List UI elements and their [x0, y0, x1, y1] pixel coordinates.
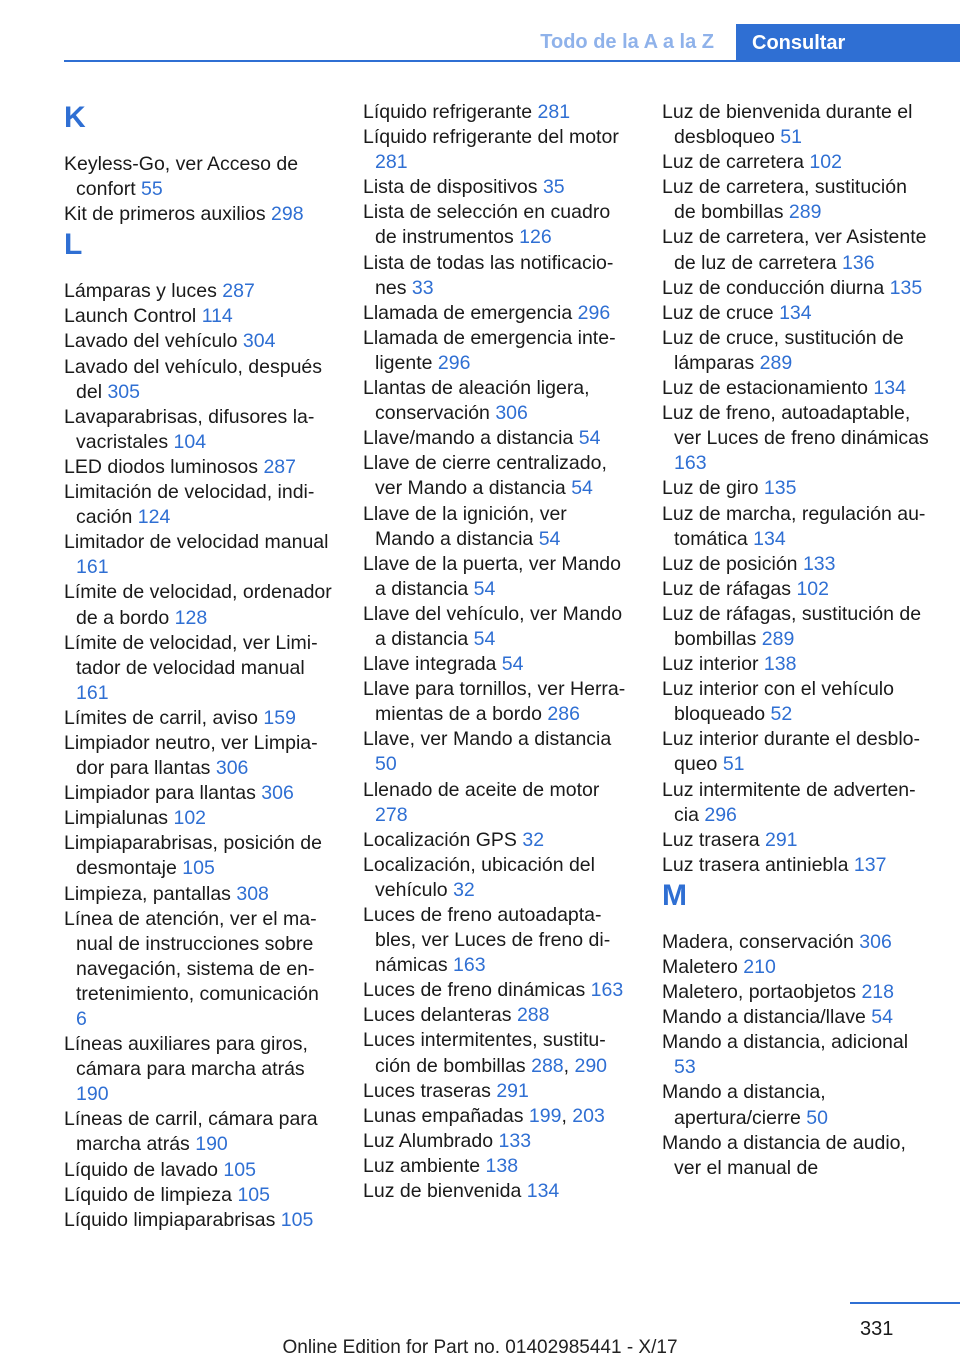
page-reference-link[interactable]: 203 [572, 1104, 605, 1127]
page-reference-link[interactable]: 135 [763, 477, 797, 500]
index-entry: Luces intermitentes, sustitución de bombillas 288, 290 [363, 1029, 608, 1077]
index-entry [363, 853, 631, 903]
page-reference-link[interactable]: 163 [590, 979, 624, 1002]
index-entry-text: Lavaparabrisas, difusores lavacristales [64, 405, 315, 453]
index-letter-heading: M [662, 878, 687, 912]
index-entry [363, 175, 631, 200]
index-entry [363, 100, 631, 125]
index-entry [363, 502, 631, 552]
index-entry [64, 1032, 332, 1107]
index-entry-text: Limitación de velocidad, indicación [64, 481, 315, 529]
index-entry-text: Llave, ver Mando a distancia [363, 728, 612, 751]
page-reference-link[interactable]: 290 [574, 1054, 608, 1077]
index-entry-text: Mando a distancia, adicional [662, 1031, 909, 1054]
index-entry [363, 251, 631, 301]
page-reference-link[interactable]: 134 [779, 301, 812, 324]
chapter-tab: Consultar [736, 24, 960, 62]
index-entry [363, 828, 631, 853]
index-entry-text: Llamada de emergencia inteligente [363, 326, 616, 374]
page-reference-link[interactable]: 51 [780, 126, 802, 149]
index-entry [64, 781, 332, 806]
page-reference-link[interactable]: 296 [704, 803, 737, 826]
index-entry [363, 451, 631, 501]
page-reference-link[interactable]: 306 [859, 930, 892, 953]
index-entry [363, 376, 631, 426]
page-reference-link[interactable]: 286 [547, 703, 580, 726]
index-entry [662, 828, 930, 853]
page-reference-link[interactable]: 105 [280, 1208, 314, 1231]
index-entry-text: Luz interior durante el desbloqueo [662, 728, 920, 776]
index-entry-text: Luz de bienvenida durante el desbloqueo [662, 101, 913, 149]
index-entry [662, 602, 930, 652]
index-entry [662, 727, 930, 777]
page-reference-link[interactable]: 54 [871, 1006, 893, 1029]
index-entry [64, 480, 332, 530]
index-entry [363, 677, 631, 727]
index-entry [363, 301, 631, 326]
index-entry-text: Límite de velocidad, ver Limitador de velocidad manual [64, 631, 318, 679]
index-entry [662, 276, 930, 301]
index-entry [64, 806, 332, 831]
page-reference-link[interactable]: 306 [215, 757, 249, 780]
index-entry-text: Llantas de aleación ligera, conservación [363, 377, 590, 425]
index-entry [662, 1131, 930, 1181]
index-entry-text: Líquido refrigerante [363, 101, 533, 123]
index-entry [363, 652, 631, 677]
index-entry [662, 577, 930, 602]
index-column-1 [64, 100, 332, 1233]
index-entry-text: Llave del vehículo, ver Mando a distancia [363, 602, 623, 650]
index-entry [662, 225, 930, 275]
page-reference-link[interactable]: 102 [173, 807, 207, 830]
page-reference-link[interactable]: 134 [873, 377, 906, 400]
page-reference-link[interactable]: 134 [753, 527, 786, 550]
page-reference-link[interactable]: 281 [375, 151, 408, 174]
page-reference-link[interactable]: 54 [473, 577, 496, 600]
page-reference-link[interactable]: 288 [531, 1054, 564, 1077]
page-reference-link[interactable]: 50 [375, 753, 397, 776]
page-reference-link[interactable]: 104 [173, 430, 207, 453]
index-entry [662, 930, 930, 955]
index-entry [64, 1158, 332, 1183]
index-entry-text: Limitador de velocidad manual [64, 531, 329, 554]
index-entry [363, 1079, 631, 1104]
index-entry-text: Luz de freno, autoadaptable, ver Luces de freno dinámicas [662, 402, 929, 450]
page-reference-link[interactable]: 33 [411, 276, 434, 299]
index-entry [662, 301, 930, 326]
page-reference-link[interactable]: 210 [743, 956, 776, 978]
index-entry-text: Lavado del vehículo [64, 330, 238, 353]
index-entry [64, 580, 332, 630]
page-reference-link[interactable]: 199 [528, 1104, 562, 1127]
index-entry [363, 602, 631, 652]
index-entry [64, 1208, 332, 1233]
page-reference-link[interactable]: 138 [763, 653, 797, 676]
index-entry-text: Limpiador para llantas [64, 782, 256, 805]
index-entry-text: Llenado de aceite de motor [363, 778, 600, 801]
page-reference-link[interactable]: 296 [577, 301, 611, 324]
index-entry [363, 326, 631, 376]
index-entry [363, 903, 631, 978]
index-entry-text: Maletero [662, 956, 738, 978]
index-entry-text: Madera, conservación [662, 930, 854, 953]
page-reference-link[interactable]: 133 [802, 552, 836, 575]
index-entry [64, 831, 332, 881]
page-reference-link[interactable]: 35 [542, 176, 565, 199]
index-entry [64, 530, 332, 580]
page-reference-link[interactable]: 54 [473, 627, 496, 650]
index-entry-text: Mando a distancia, apertura/cierre [662, 1081, 826, 1129]
index-entry-text: Luz de cruce, sustitución de lámparas [662, 326, 904, 374]
index-entry [662, 677, 930, 727]
index-entry-text: Línea de atención, ver el manual de instrucciones sobre navegación, sistema de entretenimiento, comunicación [64, 907, 319, 1005]
page-reference-link[interactable]: 102 [796, 577, 829, 600]
page-number: 331 [860, 1318, 894, 1340]
page-reference-link[interactable]: 287 [263, 455, 296, 478]
page-reference-link[interactable]: 308 [236, 882, 269, 905]
page-reference-link[interactable]: 54 [571, 477, 593, 500]
page-header [64, 24, 960, 62]
index-entry-text: Lunas empañadas [363, 1104, 524, 1127]
page-reference-link[interactable]: 135 [889, 276, 923, 299]
index-entry-text: Limpialunas [64, 807, 169, 830]
index-entry [64, 304, 332, 329]
page-reference-link[interactable]: 134 [526, 1180, 560, 1203]
index-entry-text: Lista de todas las notificaciones [363, 251, 614, 299]
index-entry-text: Llave integrada [363, 653, 497, 676]
index-entry [363, 200, 631, 250]
index-entry [662, 100, 930, 150]
index-entry [64, 202, 332, 227]
index-entry [363, 727, 631, 777]
page-reference-link[interactable]: 32 [453, 878, 475, 901]
index-entry-text: Lámparas y luces [64, 280, 217, 303]
index-entry-text: Límites de carril, aviso [64, 706, 258, 729]
page-reference-link[interactable]: 298 [271, 203, 304, 226]
page-reference-link[interactable]: 53 [674, 1056, 696, 1079]
page-reference-link[interactable]: 54 [538, 527, 561, 550]
index-entry [363, 552, 631, 602]
index-entry [64, 1107, 332, 1157]
index-entry-text: Luz de carretera, ver Asistente de luz de carretera [662, 226, 927, 274]
page-reference-link[interactable]: 128 [174, 606, 208, 629]
header-rule [64, 60, 960, 62]
page-reference-link[interactable]: 289 [759, 351, 793, 374]
index-column-2 [363, 100, 631, 1204]
index-entry [662, 401, 930, 476]
index-entry-text: Luz de posición [662, 552, 798, 575]
index-entry-text: Líquido limpiaparabrisas [64, 1208, 276, 1231]
index-entry-text: Luz interior [662, 653, 759, 676]
index-entry [662, 980, 930, 1005]
index-entry-text: Luces delanteras [363, 1004, 512, 1027]
index-entry [662, 955, 930, 980]
page-reference-link[interactable]: 105 [223, 1158, 256, 1181]
page-reference-link[interactable]: 278 [375, 803, 408, 826]
index-entry [64, 279, 332, 304]
index-entry-text: Líneas de carril, cámara para marcha atrás [64, 1108, 318, 1156]
index-entry [64, 455, 332, 480]
page-reference-link[interactable]: 50 [806, 1106, 828, 1129]
index-entry-text: Launch Control [64, 305, 197, 328]
page-reference-link[interactable]: 304 [242, 330, 276, 353]
index-entry-text: Luz de estacionamiento [662, 377, 868, 400]
index-entry [64, 405, 332, 455]
index-entry [363, 426, 631, 451]
index-entry-text: Llave de la ignición, ver Mando a distancia [363, 502, 567, 550]
page-reference-link[interactable]: 287 [222, 280, 255, 303]
page-reference-link[interactable]: 105 [237, 1183, 270, 1206]
index-entry [64, 907, 332, 1032]
index-entry [64, 1183, 332, 1208]
page-reference-link[interactable]: 32 [522, 828, 545, 851]
index-entry [363, 778, 631, 828]
page-reference-link[interactable]: 305 [107, 380, 140, 403]
index-entry-text: LED diodos luminosos [64, 455, 259, 478]
index-entry-text: Líquido refrigerante del motor [363, 126, 619, 149]
index-entry [363, 1129, 631, 1154]
index-entry [662, 1005, 930, 1030]
index-entry-text: Limpieza, pantallas [64, 882, 231, 905]
index-entry-text: Luz interior con el vehículo bloqueado [662, 678, 894, 726]
index-entry-text: Luz de carretera, sustitución de bombillas [662, 176, 907, 224]
index-entry-text: Luz de giro [662, 477, 759, 500]
index-letter-heading: K [64, 101, 86, 134]
index-letter-heading: L [64, 228, 83, 262]
footer-rule [850, 1302, 960, 1304]
index-entry [64, 631, 332, 706]
index-entry [662, 476, 930, 501]
page-reference-link[interactable]: 105 [182, 857, 215, 880]
page-reference-link[interactable]: 306 [261, 782, 294, 805]
index-entry-text: Luces de freno dinámicas [363, 979, 586, 1002]
page-reference-link[interactable]: 218 [861, 981, 894, 1004]
index-entry [662, 376, 930, 401]
index-entry-text: Luz de ráfagas [662, 577, 792, 600]
page-reference-link[interactable]: 281 [537, 101, 571, 123]
page-reference-link[interactable]: 289 [788, 201, 822, 224]
page-reference-link[interactable]: 289 [761, 627, 795, 650]
index-entry-text: Luz de marcha, regulación automática [662, 502, 926, 550]
page-reference-link[interactable]: 124 [137, 506, 171, 529]
index-entry [662, 853, 930, 878]
index-entry-text: Luz de conducción diurna [662, 276, 885, 299]
index-entry-text: Lavado del vehículo, después del [64, 355, 323, 403]
index-entry-text: Kit de primeros auxilios [64, 203, 266, 226]
index-entry-text: Luces traseras [363, 1079, 491, 1102]
page-reference-link[interactable]: 137 [853, 853, 887, 876]
index-entry [662, 502, 930, 552]
index-entry-text: Llave de la puerta, ver Mando a distancia [363, 552, 621, 600]
page-reference-link[interactable]: 296 [437, 351, 471, 374]
index-entry [64, 706, 332, 731]
index-entry [64, 152, 332, 202]
index-entry-text: Luz de bienvenida [363, 1180, 522, 1203]
index-entry-text: Lista de selección en cuadro de instrumentos [363, 201, 611, 249]
index-entry-text: Llave para tornillos, ver Herramientas de a bordo [363, 678, 626, 726]
index-entry [64, 355, 332, 405]
index-entry [363, 1003, 631, 1028]
index-entry [662, 326, 930, 376]
page-reference-link[interactable]: 291 [496, 1079, 529, 1102]
page-reference-link[interactable]: 51 [722, 753, 745, 776]
page-reference-link[interactable]: 102 [809, 151, 842, 174]
page-reference-link[interactable]: 161 [76, 681, 109, 704]
index-entry [64, 329, 332, 354]
page-reference-link[interactable]: 6 [76, 1008, 87, 1030]
page-reference-link[interactable]: 54 [501, 653, 524, 676]
index-entry-text: Luz intermitente de advertencia [662, 778, 916, 826]
index-entry [363, 125, 631, 175]
page-reference-link[interactable]: 126 [519, 226, 552, 249]
index-entry-text: Llamada de emergencia [363, 301, 573, 324]
index-entry-text: Luz trasera antiniebla [662, 853, 849, 876]
index-entry [662, 1030, 930, 1080]
page-reference-link[interactable]: 114 [201, 305, 233, 328]
index-entry [363, 1179, 631, 1204]
page-reference-link[interactable]: 288 [516, 1004, 550, 1027]
index-entry [64, 731, 332, 781]
index-entry [662, 552, 930, 577]
section-title: Todo de la A a la Z [540, 31, 714, 53]
index-entry-text: Luz de cruce [662, 301, 774, 324]
index-entry-text: Luces intermitentes, sustitución de bombillas [363, 1029, 606, 1077]
index-entry-text: Lista de dispositivos [363, 176, 538, 199]
index-entry [64, 882, 332, 907]
index-entry-text: Maletero, portaobjetos [662, 981, 857, 1004]
page-reference-link[interactable]: 163 [453, 954, 486, 977]
index-entry-text: Localización, ubicación del vehículo [363, 853, 595, 901]
index-entry [662, 175, 930, 225]
index-entry-text: Líquido de limpieza [64, 1183, 233, 1206]
page-reference-link[interactable]: 138 [485, 1154, 519, 1177]
index-entry-text: Líquido de lavado [64, 1158, 218, 1181]
page-reference-link[interactable]: 159 [263, 706, 296, 729]
index-entry [662, 150, 930, 175]
index-entry [662, 778, 930, 828]
index-entry-text: Luz ambiente [363, 1154, 481, 1177]
index-entry-text: Llave/mando a distancia [363, 427, 574, 450]
index-entry-text: Mando a distancia de audio, ver el manual de [662, 1131, 906, 1179]
index-entry-text: Luz Alumbrado [363, 1129, 494, 1152]
index-column-3 [662, 100, 930, 1181]
page-reference-link[interactable]: 54 [578, 427, 601, 450]
index-entry-text: Limpiador neutro, ver Limpiador para llantas [64, 731, 318, 780]
index-entry-text: Mando a distancia/llave [662, 1006, 866, 1029]
index-entry-text: Luces de freno autoadaptables, ver Luces de freno dinámicas [363, 904, 611, 977]
index-entry [662, 652, 930, 677]
page-reference-link[interactable]: 55 [141, 178, 163, 201]
index-entry-text: Keyless-Go, ver Acceso de confort [64, 153, 299, 201]
index-entry [363, 1154, 631, 1179]
index-entry-text: Líneas auxiliares para giros, cámara para marcha atrás [64, 1033, 308, 1081]
page-reference-link[interactable]: 190 [76, 1083, 109, 1106]
index-entry [662, 1080, 930, 1130]
edition-note: Online Edition for Part no. 01402985441 - X/17 [282, 1337, 678, 1358]
index-entry-text: Localización GPS [363, 828, 517, 851]
index-entry-text: Luz de ráfagas, sustitución de bombillas [662, 602, 922, 650]
index-entry: Lunas empañadas 199, 203 [363, 1104, 605, 1127]
index-entry-text: Luz de carretera [662, 151, 804, 174]
page-reference-link[interactable]: 161 [76, 556, 109, 579]
index-entry-text: Límite de velocidad, ordenador de a bordo [64, 581, 332, 629]
index-entry [363, 978, 631, 1003]
index-entry-text: Limpiaparabrisas, posición de desmontaje [64, 832, 322, 880]
page-reference-link[interactable]: 133 [498, 1129, 532, 1152]
page-reference-link[interactable]: 190 [195, 1133, 228, 1156]
index-entry-text: Llave de cierre centralizado, ver Mando a distancia [363, 452, 607, 500]
page-reference-link[interactable]: 306 [495, 402, 528, 425]
index-entry-text: Luz trasera [662, 828, 760, 851]
page-reference-link[interactable]: 52 [770, 703, 793, 726]
page-reference-link[interactable]: 291 [764, 828, 798, 851]
page-reference-link[interactable]: 136 [842, 251, 875, 274]
page-reference-link[interactable]: 163 [674, 452, 707, 475]
